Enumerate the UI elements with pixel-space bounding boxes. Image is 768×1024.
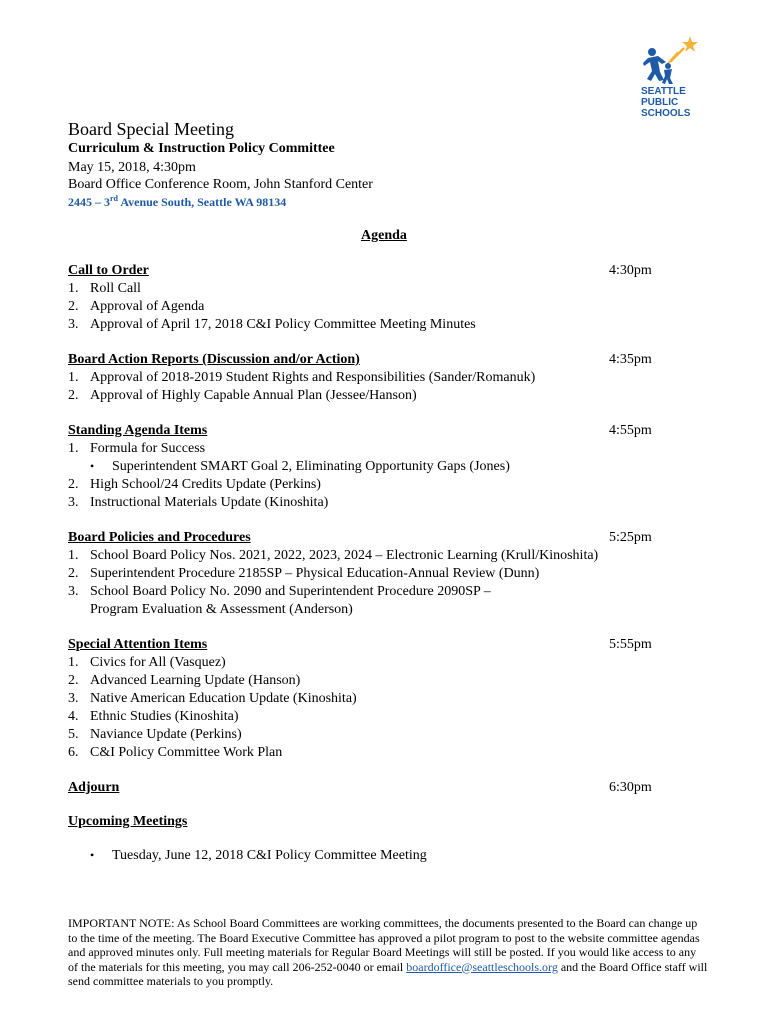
list-item: 3. Native American Education Update (Kinoshita) [68,691,357,706]
committee-name: Curriculum & Instruction Policy Committee [68,141,335,156]
list-item-continuation: Program Evaluation & Assessment (Anderson) [90,602,353,617]
list-item: 3. Approval of April 17, 2018 C&I Policy Committee Meeting Minutes [68,317,476,332]
list-item: • Tuesday, June 12, 2018 C&I Policy Committee Meeting [90,848,427,863]
meeting-address: 2445 – 3rd Avenue South, Seattle WA 98134 [68,194,287,209]
section-time-standing-items: 4:55pm [609,423,652,438]
section-title-call-to-order: Call to Order [68,263,149,278]
section-title-standing-items: Standing Agenda Items [68,423,208,438]
meeting-location: Board Office Conference Room, John Stanford Center [68,177,373,192]
logo-line2: PUBLIC [641,97,679,108]
sub-list-item: • Superintendent SMART Goal 2, Eliminating Opportunity Gaps (Jones) [90,459,510,474]
list-item: 2. Approval of Agenda [68,299,205,314]
list-item: 1. Formula for Success [68,441,206,456]
section-title-upcoming: Upcoming Meetings [68,814,188,829]
logo-line1: SEATTLE [641,86,686,97]
email-link[interactable]: boardoffice@seattleschools.org [406,959,558,974]
meeting-datetime: May 15, 2018, 4:30pm [68,160,196,175]
section-title-policies: Board Policies and Procedures [68,530,251,545]
section-title-adjourn: Adjourn [68,780,120,795]
list-item: 2. Approval of Highly Capable Annual Plan (Jessee/Hanson) [68,388,417,403]
list-item: 2. Superintendent Procedure 2185SP – Physical Education-Annual Review (Dunn) [68,566,540,581]
list-item: 4. Ethnic Studies (Kinoshita) [68,709,239,724]
list-item: 1. School Board Policy Nos. 2021, 2022, 2023, 2024 – Electronic Learning (Krull/Kinoshita) [68,548,599,563]
star-icon [682,36,698,52]
logo-line3: SCHOOLS [641,108,691,119]
list-item: 1. Civics for All (Vasquez) [68,655,226,670]
section-time-special-attention: 5:55pm [609,637,652,652]
section-time-call-to-order: 4:30pm [609,263,652,278]
list-item: 2. Advanced Learning Update (Hanson) [68,673,301,688]
list-item: 2. High School/24 Credits Update (Perkins) [68,477,321,492]
list-item: 3. School Board Policy No. 2090 and Superintendent Procedure 2090SP – [68,584,491,599]
list-item: 6. C&I Policy Committee Work Plan [68,745,283,760]
section-time-policies: 5:25pm [609,530,652,545]
important-note: IMPORTANT NOTE: As School Board Committees are working committees, the documents presented to the Board can change up to the time of the meeting. The Board Executive Committee has approved a pilot program to post to the website committee agendas and approved minutes only. Full meeting materials for Regular Board Meetings will still be posted. If you would like access to any of the materials for this meeting, you may call 206-252-0040 or email boardoffice@seattleschools.org and the Board Office staff will send committee materials to you promptly. [68,916,708,989]
seattle-public-schools-logo [640,28,710,122]
section-title-special-attention: Special Attention Items [68,637,208,652]
section-time-adjourn: 6:30pm [609,780,652,795]
list-item: 1. Roll Call [68,281,141,296]
agenda-heading: Agenda [361,228,407,243]
list-item: 3. Instructional Materials Update (Kinoshita) [68,495,329,510]
section-title-action-reports: Board Action Reports (Discussion and/or Action) [68,352,360,367]
page-title: Board Special Meeting [68,119,234,139]
list-item: 5. Naviance Update (Perkins) [68,727,242,742]
list-item: 1. Approval of 2018-2019 Student Rights and Responsibilities (Sander/Romanuk) [68,370,536,385]
section-time-action-reports: 4:35pm [609,352,652,367]
